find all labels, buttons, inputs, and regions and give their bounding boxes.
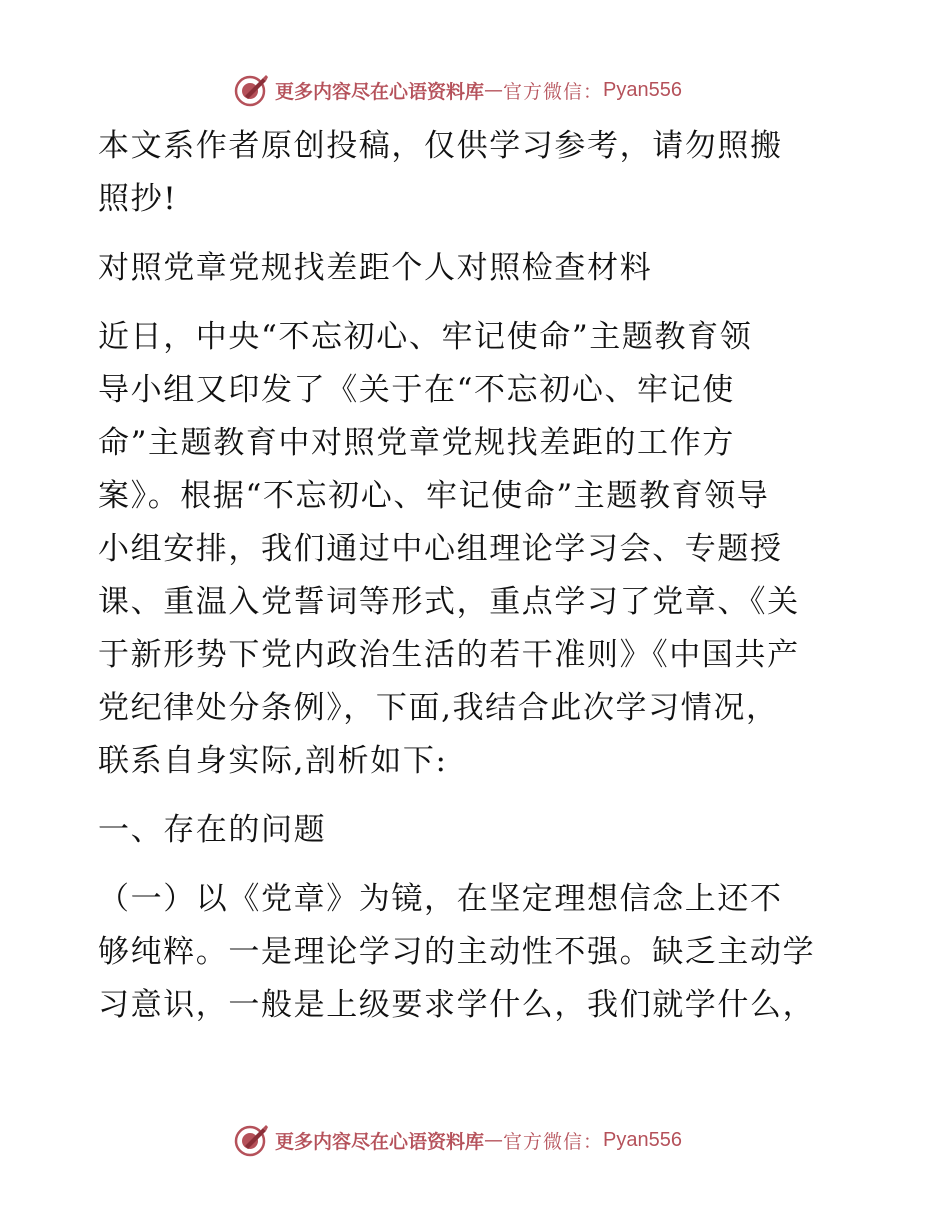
text-line: 党纪律处分条例》，下面,我结合此次学习情况，: [98, 690, 779, 726]
text-line: 导小组又印发了《关于在“不忘初心、牢记使: [98, 372, 735, 408]
pen-logo-icon: [233, 72, 269, 108]
section-paragraph: [98, 873, 858, 1032]
text-line: 照抄!: [98, 181, 178, 217]
pen-logo-icon: [233, 1122, 269, 1158]
text-line: 小组安排，我们通过中心组理论学习会、专题授: [98, 531, 783, 567]
footer-banner: [233, 1120, 682, 1160]
banner-wechat-label: 官方微信：: [503, 80, 604, 103]
text-line: 于新形势下党内政治生活的若干准则》《中国共产: [98, 637, 800, 673]
banner-dash: —: [484, 1129, 504, 1151]
text-line: （一）以《党章》为镜，在坚定理想信念上还不: [98, 881, 783, 917]
text-line: 对照党章党规找差距个人对照检查材料: [98, 250, 653, 286]
text-line: 够纯粹。一是理论学习的主动性不强。缺乏主动学: [98, 934, 816, 970]
copyright-notice: [98, 120, 858, 226]
text-line: 近日，中央“不忘初心、牢记使命”主题教育领: [98, 319, 753, 355]
banner-wechat-handle: Pyan556: [603, 78, 682, 101]
header-banner: [233, 70, 682, 110]
document-title: [98, 242, 858, 295]
section-heading: [98, 804, 858, 857]
intro-paragraph: [98, 311, 858, 788]
banner-brand-text: 更多内容尽在心语资料库: [275, 1130, 485, 1153]
banner-wechat-label: 官方微信：: [503, 1130, 604, 1153]
text-line: 本文系作者原创投稿，仅供学习参考，请勿照搬: [98, 128, 783, 164]
document-body: [98, 120, 858, 1032]
text-line: 命”主题教育中对照党章党规找差距的工作方: [98, 425, 735, 461]
text-line: 课、重温入党誓词等形式，重点学习了党章、《关: [98, 584, 800, 620]
text-line: 一、存在的问题: [98, 812, 327, 848]
text-line: 习意识，一般是上级要求学什么，我们就学什么，: [98, 987, 816, 1023]
banner-wechat-handle: Pyan556: [603, 1128, 682, 1151]
text-line: 联系自身实际,剖析如下:: [98, 743, 448, 779]
banner-brand-text: 更多内容尽在心语资料库: [275, 80, 485, 103]
text-line: 案》。根据“不忘初心、牢记使命”主题教育领导: [98, 478, 770, 514]
banner-dash: —: [484, 79, 504, 101]
